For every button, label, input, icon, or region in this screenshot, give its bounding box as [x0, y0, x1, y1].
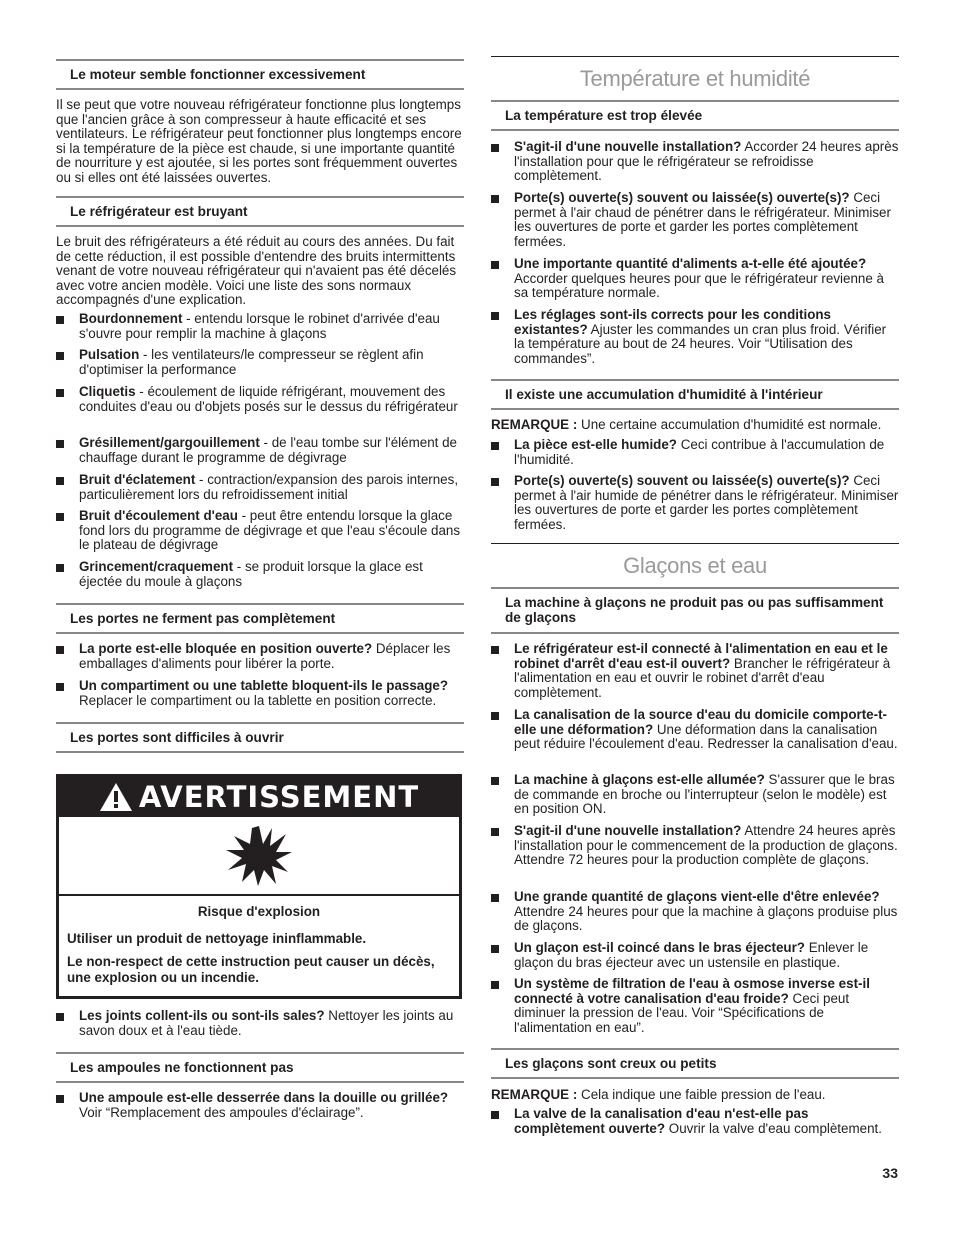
explosion-icon-area — [59, 817, 459, 896]
warning-header — [59, 777, 459, 817]
bulbs-heading: Les ampoules ne fonctionnent pas — [56, 1052, 464, 1083]
explosion-icon — [224, 824, 294, 888]
bullet-square-icon — [56, 1013, 64, 1021]
bullet-square-icon — [491, 777, 499, 785]
bullet-item: La canalisation de la source d'eau du domicile comporte-t-elle une déformation? Une déformation dans la canalisation peut réduire l'écoulement d'eau. Redresser la canalisation d'eau. — [491, 708, 899, 752]
hollow-heading: Les glaçons sont creux ou petits — [491, 1048, 899, 1079]
bullet-square-icon — [491, 828, 499, 836]
warning-line-2: Le non-respect de cette instruction peut causer un décès, une explosion ou un incendie. — [67, 954, 435, 985]
humidity-heading: Il existe une accumulation d'humidité à l'intérieur — [491, 379, 899, 410]
engine-paragraph: Il se peut que votre nouveau réfrigérateur fonctionne plus longtemps que l'ancien grâce à son compresseur à haute efficacité et ses ventilateurs. Le réfrigérateur peut fonctionner plus longtemps encore si la température de la pièce est chaude, si une importante quantité de nourriture y est ajoutée, si les portes sont fréquemment ouvertes ou si elles ont été laissées ouvertes. — [56, 97, 462, 185]
noise-paragraph: Le bruit des réfrigérateurs a été réduit au cours des années. Du fait de cette réduction, il est possible d'entendre des bruits intermittents venant de votre nouveau réfrigérateur qui n'avaient pas été décelés avec votre ancien modèle. Voici une liste des sons normaux accompagnés d'une explication. — [56, 234, 457, 308]
bullet-item: Les réglages sont-ils corrects pour les conditions existantes? Ajuster les commandes un cran plus froid. Vérifier la température au bout de 24 heures. Voir “Utilisation des commandes”. — [491, 308, 899, 366]
bullet-item: Bourdonnement - entendu lorsque le robinet d'arrivée d'eau s'ouvre pour remplir la machine à glaçons — [56, 312, 464, 341]
bullet-square-icon — [491, 894, 499, 902]
warning-body — [59, 896, 459, 986]
humidity-note: REMARQUE : Une certaine accumulation d'humidité est normale. — [491, 417, 882, 432]
bullet-item: Les joints collent-ils ou sont-ils sales? Nettoyer les joints au savon doux et à l'eau tiède. — [56, 1009, 464, 1038]
bullet-square-icon — [56, 477, 64, 485]
bullet-item: Une ampoule est-elle desserrée dans la douille ou grillée? Voir “Remplacement des ampoules d'éclairage”. — [56, 1091, 464, 1120]
page-number: 33 — [882, 1165, 898, 1181]
bullet-square-icon — [491, 981, 499, 989]
bullet-item: Une grande quantité de glaçons vient-elle d'être enlevée? Attendre 24 heures pour que la machine à glaçons produise plus de glaçons. — [491, 890, 899, 934]
warning-line-1: Utiliser un produit de nettoyage ininflammable. — [67, 931, 367, 946]
bullet-square-icon — [56, 513, 64, 521]
bullet-square-icon — [491, 261, 499, 269]
bullet-item: S'agit-il d'une nouvelle installation? Accorder 24 heures après l'installation pour que le réfrigérateur se refroidisse complètement. — [491, 140, 899, 184]
bullet-item: Grésillement/gargouillement - de l'eau tombe sur l'élément de chauffage durant le programme de dégivrage — [56, 436, 464, 465]
bullet-square-icon — [56, 564, 64, 572]
section-rule — [491, 56, 899, 57]
bullet-square-icon — [491, 945, 499, 953]
bullet-item: Le réfrigérateur est-il connecté à l'alimentation en eau et le robinet d'arrêt d'eau est-il ouvert? Brancher le réfrigérateur à l'alimentation en eau et ouvrir le robinet d'arrêt d'eau complètement. — [491, 642, 899, 700]
bullet-item: Cliquetis - écoulement de liquide réfrigérant, mouvement des conduites d'eau ou d'objets posés sur le dessus du réfrigérateur — [56, 385, 464, 414]
bullet-item: Un compartiment ou une tablette bloquent-ils le passage? Replacer le compartiment ou la tablette en position correcte. — [56, 679, 464, 708]
bullet-item: Un système de filtration de l'eau à osmose inverse est-il connecté à votre canalisation d'eau froide? Ceci peut diminuer la pression de l'eau. Voir “Spécifications de l'alimentation en eau”. — [491, 977, 899, 1035]
bullet-item: Porte(s) ouverte(s) souvent ou laissée(s) ouverte(s)? Ceci permet à l'air humide de pénétrer dans le réfrigérateur. Minimiser les ouvertures de porte et garder les portes complètement fermées. — [491, 474, 899, 532]
bullet-square-icon — [491, 646, 499, 654]
bullet-item: Pulsation - les ventilateurs/le compresseur se règlent afin d'optimiser la performance — [56, 348, 464, 377]
bullet-square-icon — [491, 195, 499, 203]
bullet-square-icon — [491, 144, 499, 152]
bullet-item: La valve de la canalisation d'eau n'est-elle pas complètement ouverte? Ouvrir la valve d'eau complètement. — [491, 1107, 899, 1136]
engine-heading: Le moteur semble fonctionner excessivement — [56, 59, 464, 90]
warning-triangle-icon — [99, 782, 133, 812]
bullet-item: Une importante quantité d'aliments a-t-elle été ajoutée? Accorder quelques heures pour que le réfrigérateur revienne à sa température normale. — [491, 257, 899, 301]
bullet-square-icon — [491, 1111, 499, 1119]
bullet-item: S'agit-il d'une nouvelle installation? Attendre 24 heures après l'installation pour le commencement de la production de glaçons. Attendre 72 heures pour la production complète de glaçons. — [491, 824, 899, 868]
bullet-item: La pièce est-elle humide? Ceci contribue à l'accumulation de l'humidité. — [491, 438, 899, 467]
bullet-square-icon — [491, 712, 499, 720]
bullet-item: Bruit d'éclatement - contraction/expansion des parois internes, particulièrement lors du refroidissement initial — [56, 473, 464, 502]
bullet-square-icon — [56, 646, 64, 654]
bullet-square-icon — [56, 440, 64, 448]
bullet-item: La machine à glaçons est-elle allumée? S'assurer que le bras de commande en broche ou l'interrupteur (selon le modèle) est en position ON. — [491, 773, 899, 817]
too-warm-heading: La température est trop élevée — [491, 100, 899, 131]
bullet-item: Grincement/craquement - se produit lorsque la glace est éjectée du moule à glaçons — [56, 560, 464, 589]
bullet-item: La porte est-elle bloquée en position ouverte? Déplacer les emballages d'aliments pour libérer la porte. — [56, 642, 464, 671]
ice-section-title: Glaçons et eau — [623, 553, 767, 578]
bullet-square-icon — [56, 316, 64, 324]
bullet-square-icon — [491, 442, 499, 450]
bullet-square-icon — [56, 389, 64, 397]
no-ice-heading: La machine à glaçons ne produit pas ou pas suffisamment de glaçons — [491, 587, 899, 634]
bullet-square-icon — [491, 478, 499, 486]
warning-risk: Risque d'explosion — [197, 904, 321, 919]
bullet-square-icon — [491, 312, 499, 320]
bullet-item: Un glaçon est-il coincé dans le bras éjecteur? Enlever le glaçon du bras éjecteur avec un ustensile en plastique. — [491, 941, 899, 970]
temperature-section-title: Température et humidité — [579, 66, 811, 91]
bullet-item: Bruit d'écoulement d'eau - peut être entendu lorsque la glace fond lors du programme de dégivrage et que l'eau s'écoule dans le plateau de dégivrage — [56, 509, 464, 553]
bullet-square-icon — [56, 1095, 64, 1103]
bullet-item: Porte(s) ouverte(s) souvent ou laissée(s) ouverte(s)? Ceci permet à l'air chaud de pénétrer dans le réfrigérateur. Minimiser les ouvertures de porte et garder les portes complètement fermées. — [491, 191, 899, 249]
doors-close-heading: Les portes ne ferment pas complètement — [56, 603, 464, 634]
noise-heading: Le réfrigérateur est bruyant — [56, 196, 464, 227]
hollow-note: REMARQUE : Cela indique une faible pression de l'eau. — [491, 1087, 826, 1102]
warning-box — [56, 774, 462, 999]
bullet-square-icon — [56, 352, 64, 360]
bullet-square-icon — [56, 683, 64, 691]
section-rule — [491, 543, 899, 544]
doors-hard-heading: Les portes sont difficiles à ouvrir — [56, 722, 464, 753]
warning-title: AVERTISSEMENT — [138, 780, 420, 814]
